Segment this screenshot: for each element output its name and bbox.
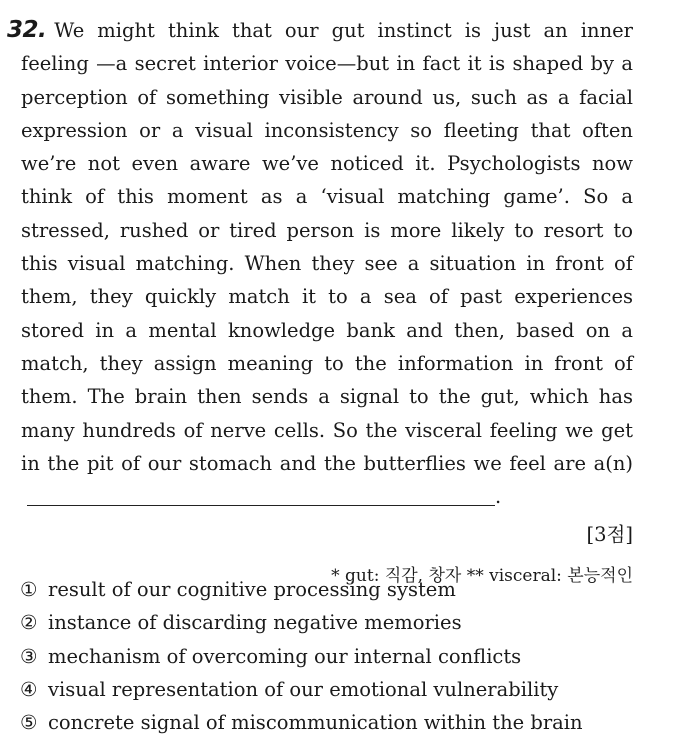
option-2[interactable] [20, 606, 660, 639]
question-number: 32. [7, 17, 47, 43]
option-2-text: instance of discarding negative memories [48, 611, 462, 635]
option-4-mark: ④ [20, 677, 38, 701]
blank-period: . [495, 485, 502, 509]
answer-blank [27, 485, 495, 506]
option-3[interactable] [20, 640, 660, 673]
option-5-text: concrete signal of miscommunication within the brain [48, 711, 583, 735]
option-5-mark: ⑤ [20, 711, 38, 735]
option-1-mark: ① [20, 578, 38, 601]
points-label: [3점] [586, 523, 633, 547]
option-4-text: visual representation of our emotional vulnerability [48, 677, 559, 701]
option-2-mark: ② [20, 611, 38, 635]
option-3-mark: ③ [20, 644, 38, 668]
option-1-text: result of our cognitive processing system [48, 578, 456, 601]
option-1[interactable] [20, 573, 660, 606]
gloss-note: * gut: 직감, 창자 ** visceral: 본능적인 [331, 566, 633, 587]
passage-text: We might think that our gut instinct is just an inner feeling —a secret interior voice—but in fact it is shaped by a perception of something visible around us, such as a facial expression or a visual inconsistency so fleeting that often we’re not even aware we’ve noticed it. Psychologists now think of this moment as a ‘visual matching game’. So a stressed, rushed or tired person is more likely to resort to this visual matching. When they see a situation in front of them, they quickly match it to a sea of past experiences stored in a mental knowledge bank and then, based on a match, they assign meaning to the information in front of them. The brain then sends a signal to the gut, which has many hundreds of nerve cells. So the visceral feeling we get in the pit of our stomach and the butterflies we feel are a(n) [21, 19, 633, 475]
option-4[interactable] [20, 673, 660, 706]
option-3-text: mechanism of overcoming our internal conflicts [48, 644, 522, 668]
question-block [7, 14, 633, 589]
passage [7, 14, 633, 513]
answer-options [20, 573, 660, 739]
option-5[interactable] [20, 706, 660, 739]
